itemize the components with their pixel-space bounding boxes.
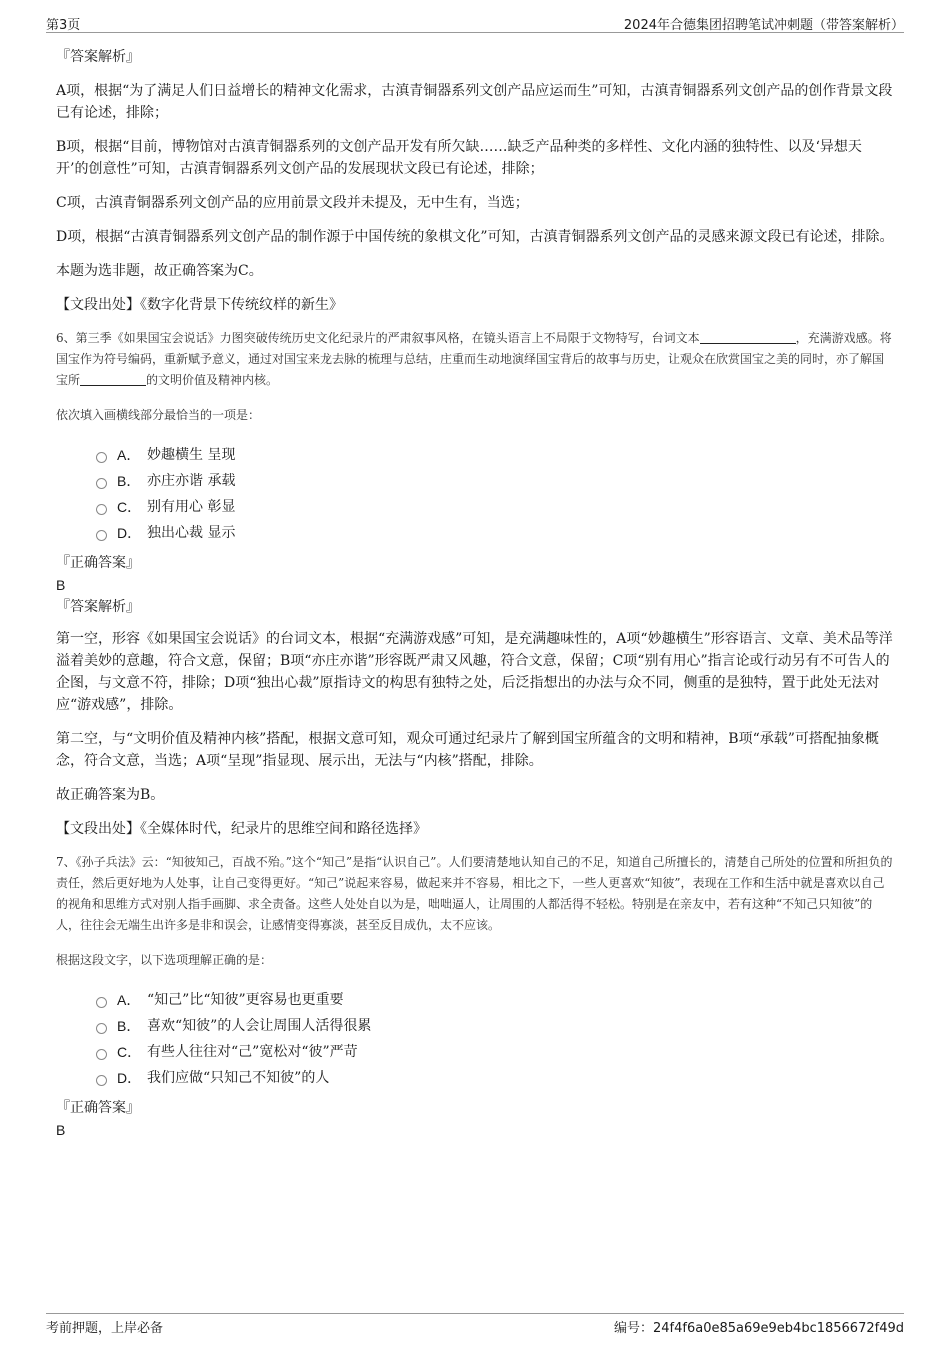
analysis-second-blank: 第二空，与“文明价值及精神内核”搭配，根据文意可知，观众可通过纪录片了解到国宝所蕴含的文明和精神，B项“承载”可搭配抽象概念，符合文意，当选；A项“呈现”指显现、展示出，无法与“内核”搭配，排除。 [56, 731, 879, 769]
question-7-options [96, 987, 894, 1091]
radio-icon[interactable] [96, 530, 107, 541]
analysis-label: 『答案解析』 [56, 599, 140, 615]
radio-icon[interactable] [96, 478, 107, 489]
question-6-options [96, 442, 894, 546]
page-footer [46, 1313, 904, 1336]
correct-answer-label: 『正确答案』 [56, 555, 140, 571]
option-b[interactable]: B． 喜欢“知彼”的人会让周围人活得很累 [96, 1013, 894, 1039]
analysis-option-d: D项，根据“古滇青铜器系列文创产品的制作源于中国传统的象棋文化”可知，古滇青铜器系列文创产品的灵感来源文段已有论述，排除。 [56, 229, 894, 245]
radio-icon[interactable] [96, 1023, 107, 1034]
radio-icon[interactable] [96, 997, 107, 1008]
radio-icon[interactable] [96, 452, 107, 463]
option-c[interactable]: C． 有些人往往对“己”宽松对“彼”严苛 [96, 1039, 894, 1065]
passage-source: 【文段出处】《全媒体时代，纪录片的思维空间和路径选择》 [56, 821, 427, 837]
option-a[interactable]: A． 妙趣横生 呈现 [96, 442, 894, 468]
passage-source: 【文段出处】《数字化背景下传统纹样的新生》 [56, 297, 343, 313]
radio-icon[interactable] [96, 504, 107, 515]
question-6-prompt: 依次填入画横线部分最恰当的一项是： [56, 408, 261, 422]
analysis-conclusion: 本题为选非题，故正确答案为C。 [56, 263, 263, 279]
analysis-option-c: C项，古滇青铜器系列文创产品的应用前景文段并未提及，无中生有，当选； [56, 195, 529, 211]
question-7-prompt: 根据这段文字，以下选项理解正确的是： [56, 953, 273, 967]
page-header [46, 12, 904, 33]
option-d[interactable]: D． 独出心裁 显示 [96, 520, 894, 546]
question-7-stem: 7、《孙子兵法》云：“知彼知己，百战不殆。”这个“知己”是指“认识自己”。人们要清楚地认知自己的不足，知道自己所擅长的，清楚自己所处的位置和所担负的责任，然后更好地为人处事，让自己变得更好。“知己”说起来容易，做起来并不容易，相比之下，一些人更喜欢“知彼”，表现在工作和生活中就是喜欢以自己的视角和思维方式对别人指手画脚、求全责备。这些人处处自以为是，咄咄逼人，让周围的人都活得不轻松。特别是在亲友中，若有这种“不知己只知彼”的人，往往会无端生出许多是非和误会，让感情变得寡淡，甚至反目成仇，太不应该。 [56, 855, 893, 932]
page-content [56, 46, 894, 1141]
option-b[interactable]: B． 亦庄亦谐 承载 [96, 468, 894, 494]
correct-answer-label: 『正确答案』 [56, 1100, 140, 1116]
page-number: 第3页 [46, 18, 81, 33]
footer-slogan: 考前押题，上岸必备 [46, 1321, 164, 1336]
document-id: 编号：24f4f6a0e85a69e9eb4bc1856672f49d [614, 1321, 904, 1336]
question-6-stem: 6、第三季《如果国宝会说话》力图突破传统历史文化纪录片的严肃叙事风格，在镜头语言上不局限于文物特写，台词文本 ，充满游戏感。将国宝作为符号编码，重新赋予意义，通过对国宝来龙去脉的梳理与总结，庄重而生动地演绎国宝背后的故事与历史，让观众在欣赏国宝之美的同时，亦了解国宝所 的文明价值及精神内核。 [56, 331, 892, 387]
radio-icon[interactable] [96, 1075, 107, 1086]
analysis-option-b: B项，根据“目前，博物馆对古滇青铜器系列的文创产品开发有所欠缺……缺乏产品种类的多样性、文化内涵的独特性、以及‘异想天开’的创意性”可知，古滇青铜器系列文创产品的发展现状文段已有论述，排除； [56, 139, 862, 177]
fill-blank [700, 329, 796, 344]
option-d[interactable]: D． 我们应做“只知己不知彼”的人 [96, 1065, 894, 1091]
analysis-first-blank: 第一空，形容《如果国宝会说话》的台词文本，根据“充满游戏感”可知，是充满趣味性的，A项“妙趣横生”形容语言、文章、美术品等洋溢着美妙的意趣，符合文意，保留；B项“亦庄亦谐”形容既严肃又风趣，符合文意，保留；C项“别有用心”指言论或行动另有不可告人的企图，与文意不符，排除；D项“独出心裁”原指诗文的构思有独特之处，后泛指想出的办法与众不同，侧重的是独特，置于此处无法对应“游戏感”，排除。 [56, 631, 893, 713]
correct-answer: B [56, 1122, 66, 1138]
option-a[interactable]: A． “知己”比“知彼”更容易也更重要 [96, 987, 894, 1013]
analysis-label: 『答案解析』 [56, 49, 140, 65]
fill-blank [80, 371, 146, 386]
document-title: 2024年合德集团招聘笔试冲刺题（带答案解析） [623, 18, 904, 33]
analysis-option-a: A项，根据“为了满足人们日益增长的精神文化需求，古滇青铜器系列文创产品应运而生”可知，古滇青铜器系列文创产品的创作背景文段已有论述，排除； [56, 83, 893, 121]
radio-icon[interactable] [96, 1049, 107, 1060]
analysis-conclusion: 故正确答案为B。 [56, 787, 165, 803]
correct-answer: B [56, 577, 66, 593]
option-c[interactable]: C． 别有用心 彰显 [96, 494, 894, 520]
